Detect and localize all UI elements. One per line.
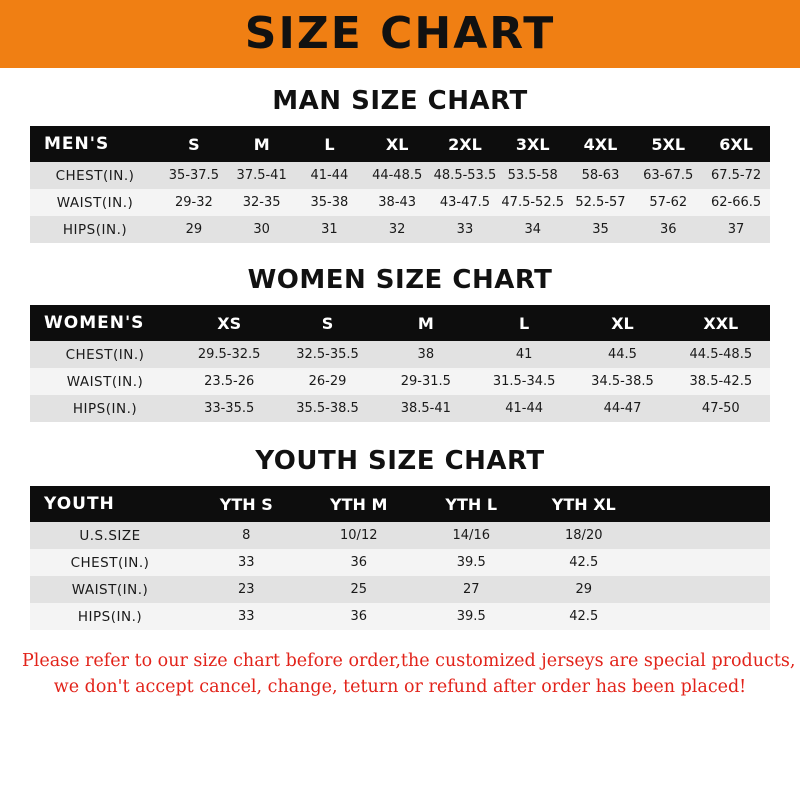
cell: 53.5-58 xyxy=(507,168,558,183)
row-label: HIPS(IN.) xyxy=(62,221,128,238)
man-table-head xyxy=(30,126,770,162)
cell: 44.5-48.5 xyxy=(689,347,753,362)
cell: 42.5 xyxy=(569,555,599,570)
cell-spacer xyxy=(640,522,770,549)
table-row xyxy=(30,549,770,576)
cell: 35-37.5 xyxy=(168,168,219,183)
cell: 33-35.5 xyxy=(204,401,255,416)
cell: 41-44 xyxy=(505,401,544,416)
youth-corner-header: YOUTH xyxy=(44,494,115,514)
row-label: U.S.SIZE xyxy=(79,527,141,544)
man-section-title: MAN SIZE CHART xyxy=(272,86,528,116)
cell: 62-66.5 xyxy=(710,195,762,210)
cell: 37 xyxy=(727,222,745,237)
cell: 38.5-42.5 xyxy=(689,374,753,389)
cell: 27 xyxy=(462,582,480,597)
youth-col-header: YTH S xyxy=(219,494,273,514)
cell: 41-44 xyxy=(310,168,349,183)
cell: 29.5-32.5 xyxy=(197,347,261,362)
youth-header-spacer xyxy=(640,486,770,522)
cell: 38.5-41 xyxy=(400,401,451,416)
cell: 36 xyxy=(659,222,677,237)
youth-col-header: YTH L xyxy=(445,494,498,514)
man-col-header: M xyxy=(253,134,270,154)
cell: 25 xyxy=(350,582,368,597)
table-row xyxy=(30,216,770,243)
cell: 41 xyxy=(515,347,533,362)
cell: 32-35 xyxy=(242,195,281,210)
cell: 44-48.5 xyxy=(372,168,423,183)
cell: 35 xyxy=(592,222,609,237)
table-row xyxy=(30,522,770,549)
women-size-table xyxy=(30,305,770,422)
youth-size-table xyxy=(30,486,770,630)
man-col-header: 6XL xyxy=(719,134,753,154)
cell-spacer xyxy=(640,576,770,603)
youth-table-head xyxy=(30,486,770,522)
man-corner-header: MEN'S xyxy=(44,134,110,154)
youth-table-body xyxy=(30,522,770,630)
banner-title: SIZE CHART xyxy=(244,8,556,59)
row-label: HIPS(IN.) xyxy=(77,608,143,625)
cell: 34.5-38.5 xyxy=(591,374,654,389)
women-col-header: M xyxy=(417,313,434,333)
cell: 29 xyxy=(185,222,203,237)
man-col-header: 4XL xyxy=(583,134,618,154)
cell: 32 xyxy=(388,222,406,237)
man-col-header: S xyxy=(188,134,200,154)
cell: 23.5-26 xyxy=(204,374,255,389)
cell: 39.5 xyxy=(456,555,486,570)
women-table-body xyxy=(30,341,770,422)
row-label: HIPS(IN.) xyxy=(72,400,138,417)
cell: 29-31.5 xyxy=(400,374,451,389)
cell: 35.5-38.5 xyxy=(296,401,359,416)
women-header-row xyxy=(30,305,770,341)
table-row xyxy=(30,603,770,630)
cell: 36 xyxy=(350,555,368,570)
table-row xyxy=(30,189,770,216)
cell: 33 xyxy=(237,609,255,624)
cell: 35-38 xyxy=(310,195,349,210)
man-size-table xyxy=(30,126,770,243)
cell: 39.5 xyxy=(456,609,486,624)
row-label: CHEST(IN.) xyxy=(70,554,150,571)
cell: 29-32 xyxy=(174,195,213,210)
cell: 58-63 xyxy=(581,168,620,183)
cell: 47-50 xyxy=(701,401,740,416)
women-section-title: WOMEN SIZE CHART xyxy=(247,265,553,295)
cell: 26-29 xyxy=(308,374,347,389)
women-col-header: XS xyxy=(217,313,242,333)
cell: 44-47 xyxy=(603,401,642,416)
youth-header-row xyxy=(30,486,770,522)
women-col-header: L xyxy=(519,313,530,333)
man-col-header: 3XL xyxy=(515,134,550,154)
row-label: CHEST(IN.) xyxy=(55,167,135,184)
cell: 52.5-57 xyxy=(575,195,626,210)
cell: 33 xyxy=(456,222,474,237)
man-table-body xyxy=(30,162,770,243)
cell: 48.5-53.5 xyxy=(433,168,497,183)
cell: 31.5-34.5 xyxy=(492,374,556,389)
cell: 57-62 xyxy=(649,195,688,210)
women-table-head xyxy=(30,305,770,341)
cell: 36 xyxy=(350,609,368,624)
women-col-header: XXL xyxy=(703,313,739,333)
cell: 18/20 xyxy=(565,528,603,543)
cell: 33 xyxy=(237,555,255,570)
youth-section-title: YOUTH SIZE CHART xyxy=(255,446,545,476)
women-col-header: S xyxy=(321,313,334,333)
table-row xyxy=(30,576,770,603)
man-col-header: XL xyxy=(385,134,409,154)
cell-spacer xyxy=(640,549,770,576)
man-col-header: L xyxy=(324,134,335,154)
footer-note-line-2: we don't accept cancel, change, teturn or refund after order has been placed! xyxy=(53,677,747,698)
cell: 38-43 xyxy=(378,195,417,210)
cell: 37.5-41 xyxy=(236,168,287,183)
cell: 47.5-52.5 xyxy=(501,195,564,210)
cell: 31 xyxy=(321,222,338,237)
table-row xyxy=(30,368,770,395)
women-corner-header: WOMEN'S xyxy=(44,313,145,333)
cell: 44.5 xyxy=(608,347,637,362)
table-row xyxy=(30,341,770,368)
banner xyxy=(0,0,800,68)
cell: 32.5-35.5 xyxy=(296,347,359,362)
footer-note-line-1: Please refer to our size chart before order,the customized jerseys are special products, xyxy=(22,651,796,671)
row-label: CHEST(IN.) xyxy=(65,346,145,363)
youth-col-header: YTH M xyxy=(330,494,388,514)
cell: 29 xyxy=(575,582,593,597)
cell: 14/16 xyxy=(452,528,490,543)
footer-note xyxy=(0,648,800,701)
row-label: WAIST(IN.) xyxy=(66,373,144,390)
row-label: WAIST(IN.) xyxy=(56,194,134,211)
cell: 42.5 xyxy=(569,609,599,624)
youth-col-header: YTH XL xyxy=(551,494,616,514)
man-col-header: 2XL xyxy=(448,134,482,154)
table-row xyxy=(30,395,770,422)
man-col-header: 5XL xyxy=(651,134,686,154)
cell: 67.5-72 xyxy=(710,168,762,183)
cell: 10/12 xyxy=(340,528,378,543)
cell: 30 xyxy=(253,222,270,237)
man-header-row xyxy=(30,126,770,162)
cell: 8 xyxy=(242,528,251,543)
women-col-header: XL xyxy=(611,313,634,333)
cell: 23 xyxy=(237,582,255,597)
cell-spacer xyxy=(640,603,770,630)
cell: 63-67.5 xyxy=(643,168,694,183)
row-label: WAIST(IN.) xyxy=(71,581,149,598)
cell: 43-47.5 xyxy=(439,195,491,210)
cell: 34 xyxy=(524,222,541,237)
cell: 38 xyxy=(417,347,435,362)
table-row xyxy=(30,162,770,189)
